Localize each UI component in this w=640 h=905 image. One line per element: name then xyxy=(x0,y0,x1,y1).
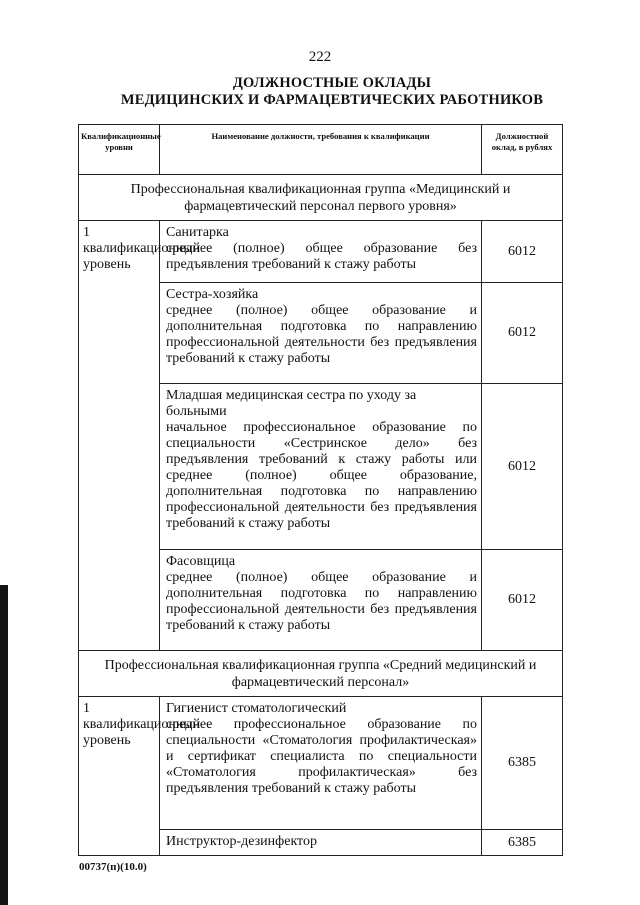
document-code: 00737(п)(10.0) xyxy=(79,861,147,873)
document-title-line-2: МЕДИЦИНСКИХ И ФАРМАЦЕВТИЧЕСКИХ РАБОТНИКОВ xyxy=(120,92,544,108)
position-requirements: начальное профессиональное образование по специальности «Сестринское дело» без предъявления требований к стажу работы или среднее (полное) общее образование, дополнительная подготовка по направлению профессиональной деятельности без предъявления требований к стажу работы xyxy=(166,420,477,531)
position-cell xyxy=(160,830,482,856)
position-cell xyxy=(160,550,482,651)
qualification-level-cell: 1 квалификационный уровень xyxy=(79,221,160,651)
salary-table xyxy=(78,124,563,856)
position-cell xyxy=(160,283,482,384)
page-number: 222 xyxy=(308,49,332,65)
table-header-row xyxy=(79,125,563,175)
header-position-requirements: Наименование должности, требования к квалификации xyxy=(160,125,482,175)
position-requirements: среднее (полное) общее образование и дополнительная подготовка по направлению профессиональной деятельности без предъявления требований к стажу работы xyxy=(166,570,477,633)
group-row xyxy=(79,175,563,221)
position-cell xyxy=(160,221,482,283)
position-cell xyxy=(160,697,482,830)
salary-value: 6012 xyxy=(482,221,563,283)
salary-value: 6012 xyxy=(482,384,563,550)
document-title xyxy=(0,75,640,109)
position-title: Инструктор-дезинфектор xyxy=(166,834,317,849)
position-cell xyxy=(160,384,482,550)
position-title: Фасовщица xyxy=(166,554,236,569)
salary-value: 6385 xyxy=(482,697,563,830)
document-title-line-1: ДОЛЖНОСТНЫЕ ОКЛАДЫ xyxy=(232,75,432,91)
table-row xyxy=(79,697,563,830)
position-requirements: среднее (полное) общее образование и дополнительная подготовка по направлению профессиональной деятельности без предъявления требований к стажу работы xyxy=(166,303,477,366)
position-title: Младшая медицинская сестра по уходу за больными xyxy=(166,388,417,419)
header-salary: Должностной оклад, в рублях xyxy=(482,125,563,175)
header-qualification-levels: Квалификационные уровни xyxy=(79,125,160,175)
salary-value: 6385 xyxy=(482,830,563,856)
qualification-level-cell: 1 квалификационный уровень xyxy=(79,697,160,856)
salary-value: 6012 xyxy=(482,283,563,384)
position-title: Гигиенист стоматологический xyxy=(166,701,347,716)
group-row xyxy=(79,651,563,697)
scan-edge-shadow xyxy=(0,585,8,905)
salary-value: 6012 xyxy=(482,550,563,651)
group-title: Профессиональная квалификационная группа «Средний медицинский и фармацевтический персонал» xyxy=(79,651,563,697)
table-row xyxy=(79,221,563,283)
position-requirements: среднее профессиональное образование по специальности «Стоматология профилактическая» и сертификат специалиста по специальности «Стоматология профилактическая» без предъявления требований к стажу работы xyxy=(166,717,477,796)
position-title: Санитарка xyxy=(166,225,229,240)
position-requirements: среднее (полное) общее образование без предъявления требований к стажу работы xyxy=(166,241,477,272)
position-title: Сестра-хозяйка xyxy=(166,287,259,302)
group-title: Профессиональная квалификационная группа «Медицинский и фармацевтический персонал первого уровня» xyxy=(79,175,563,221)
